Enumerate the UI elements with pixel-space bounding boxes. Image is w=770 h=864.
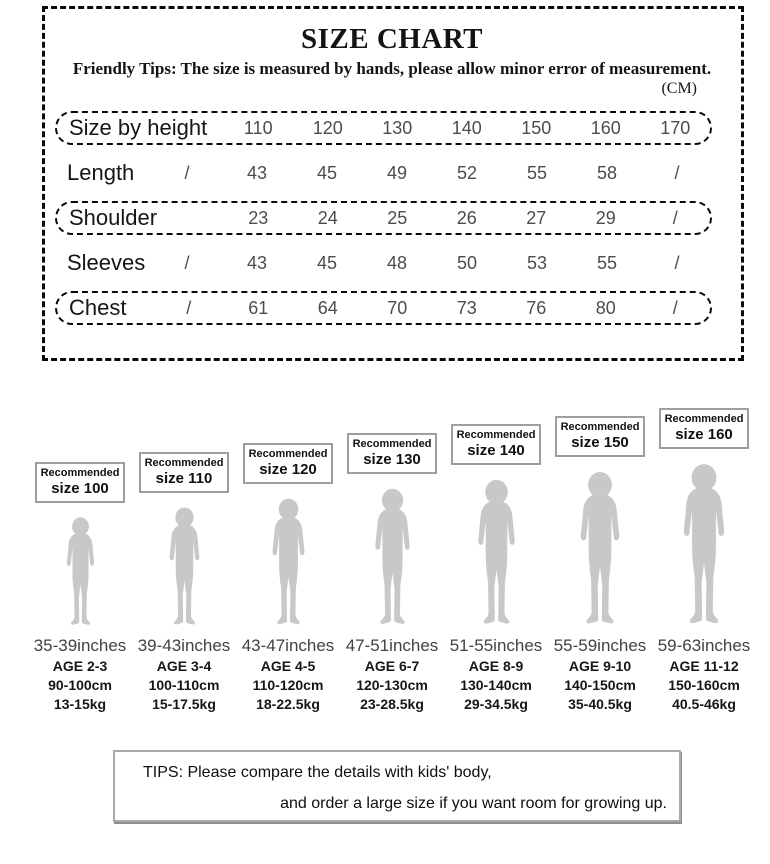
figure-column-140 <box>444 396 548 714</box>
table-cell: / <box>674 162 680 183</box>
figure-info <box>658 636 751 714</box>
badge-size: size 130 <box>363 451 421 468</box>
table-cell: 24 <box>317 207 338 228</box>
figure-info <box>242 636 335 714</box>
table-cell: / <box>672 297 678 318</box>
height-range: 100-110cm <box>148 677 220 693</box>
table-cell: 73 <box>456 297 477 318</box>
badge-label: Recommended <box>352 438 432 450</box>
table-cell: 23 <box>248 207 269 228</box>
table-cell: 170 <box>660 117 691 138</box>
table-cell: 29 <box>595 207 616 228</box>
table-cell: 43 <box>246 162 268 183</box>
inches-range: 39-43inches <box>137 636 231 655</box>
table-cell: 48 <box>386 252 408 273</box>
inches-range: 43-47inches <box>241 636 335 655</box>
table-cell: 140 <box>451 117 482 138</box>
badge-size: size 160 <box>675 426 733 443</box>
figure-column-120 <box>236 396 340 714</box>
inches-range: 59-63inches <box>657 636 751 655</box>
height-range: 120-130cm <box>356 677 428 693</box>
weight-range: 35-40.5kg <box>568 696 632 712</box>
badge-size: size 110 <box>155 470 213 487</box>
table-cell: 26 <box>456 207 477 228</box>
figure-column-110 <box>132 396 236 714</box>
inches-range: 51-55inches <box>449 636 543 655</box>
table-cell: 120 <box>312 117 343 138</box>
badge-label: Recommended <box>248 448 328 460</box>
age-range: AGE 2-3 <box>52 658 108 674</box>
table-row-chest <box>55 291 712 325</box>
weight-range: 40.5-46kg <box>672 696 736 712</box>
table-cell: 43 <box>246 252 268 273</box>
child-silhouette-icon <box>669 462 739 628</box>
badge-size: size 120 <box>259 461 317 478</box>
table-row-length <box>55 156 712 190</box>
table-cell: 53 <box>526 252 548 273</box>
table-cell: 55 <box>526 162 548 183</box>
tips-box <box>113 750 681 822</box>
inches-range: 55-59inches <box>553 636 647 655</box>
table-cell: 70 <box>387 297 408 318</box>
recommended-badge <box>347 433 438 474</box>
height-range: 150-160cm <box>668 677 740 693</box>
weight-range: 13-15kg <box>53 696 107 712</box>
badge-size: size 150 <box>571 434 629 451</box>
table-cell: 80 <box>595 297 616 318</box>
recommended-badge <box>243 443 334 484</box>
table-cell: 25 <box>387 207 408 228</box>
recommended-badge <box>139 452 230 493</box>
table-cell: 64 <box>317 297 338 318</box>
table-row-shoulder <box>55 201 712 235</box>
child-silhouette-icon <box>159 506 210 628</box>
age-range: AGE 6-7 <box>364 658 420 674</box>
age-range: AGE 8-9 <box>468 658 524 674</box>
figure-info <box>138 636 231 714</box>
table-row-size-by-height <box>55 111 712 145</box>
table-cell: 52 <box>456 162 478 183</box>
figure-info <box>346 636 439 714</box>
inches-range: 35-39inches <box>33 636 127 655</box>
recommended-badge <box>555 416 646 457</box>
row-label: Size by height <box>69 115 208 140</box>
badge-label: Recommended <box>456 429 536 441</box>
badge-label: Recommended <box>40 467 120 479</box>
age-range: AGE 4-5 <box>260 658 316 674</box>
table-cell: / <box>184 252 190 273</box>
figure-column-150 <box>548 396 652 714</box>
child-silhouette-icon <box>57 516 104 628</box>
figure-column-160 <box>652 396 756 714</box>
table-cell: 160 <box>590 117 621 138</box>
table-cell: / <box>184 162 190 183</box>
table-cell: 58 <box>596 162 618 183</box>
table-cell: 55 <box>596 252 618 273</box>
badge-label: Recommended <box>664 413 744 425</box>
figure-column-100 <box>28 396 132 714</box>
inches-range: 47-51inches <box>345 636 439 655</box>
table-cell: 130 <box>382 117 413 138</box>
recommended-badge <box>451 424 542 465</box>
table-cell: / <box>674 252 680 273</box>
size-table <box>55 111 729 325</box>
tips-text-line1: TIPS: Please compare the details with kids' body, <box>143 764 492 781</box>
figure-info <box>554 636 647 714</box>
unit-note: (CM) <box>661 80 697 97</box>
weight-range: 18-22.5kg <box>256 696 320 712</box>
height-range: 130-140cm <box>460 677 532 693</box>
recommended-badge <box>659 408 750 449</box>
weight-range: 29-34.5kg <box>464 696 528 712</box>
table-cell: 50 <box>456 252 478 273</box>
table-cell: 150 <box>521 117 552 138</box>
table-cell: 76 <box>526 297 547 318</box>
weight-range: 15-17.5kg <box>152 696 216 712</box>
table-cell: 49 <box>386 162 408 183</box>
age-range: AGE 3-4 <box>156 658 212 674</box>
child-silhouette-icon <box>465 478 528 628</box>
age-range: AGE 9-10 <box>568 658 632 674</box>
table-row-sleeves <box>55 246 712 280</box>
height-range: 110-120cm <box>252 677 324 693</box>
figure-info <box>450 636 543 714</box>
table-cell: 27 <box>526 207 547 228</box>
table-cell: 61 <box>248 297 269 318</box>
badge-label: Recommended <box>144 457 224 469</box>
height-range: 90-100cm <box>48 677 112 693</box>
row-label: Sleeves <box>67 250 146 275</box>
figure-info <box>34 636 127 714</box>
badge-size: size 100 <box>51 480 109 497</box>
badge-label: Recommended <box>560 421 640 433</box>
chart-title: SIZE CHART <box>300 23 484 55</box>
row-label: Length <box>67 160 135 185</box>
badge-size: size 140 <box>467 442 525 459</box>
table-cell: 45 <box>316 162 338 183</box>
figure-column-130 <box>340 396 444 714</box>
size-chart-panel <box>42 6 744 361</box>
table-cell: 45 <box>316 252 338 273</box>
child-silhouette-icon <box>567 470 633 628</box>
tips-text-line2: and order a large size if you want room for growing up. <box>280 795 667 812</box>
weight-range: 23-28.5kg <box>360 696 424 712</box>
child-silhouette-icon <box>363 487 422 628</box>
figures-section <box>0 396 770 714</box>
table-cell: 110 <box>243 117 273 138</box>
child-silhouette-icon <box>261 497 316 628</box>
recommended-badge <box>35 462 126 503</box>
table-cell: / <box>672 207 678 228</box>
height-range: 140-150cm <box>564 677 636 693</box>
age-range: AGE 11-12 <box>669 658 739 674</box>
table-cell: / <box>186 297 192 318</box>
measurement-note: Friendly Tips: The size is measured by hands, please allow minor error of measurement. <box>72 59 712 78</box>
row-label: Shoulder <box>69 205 158 230</box>
row-label: Chest <box>69 295 127 320</box>
